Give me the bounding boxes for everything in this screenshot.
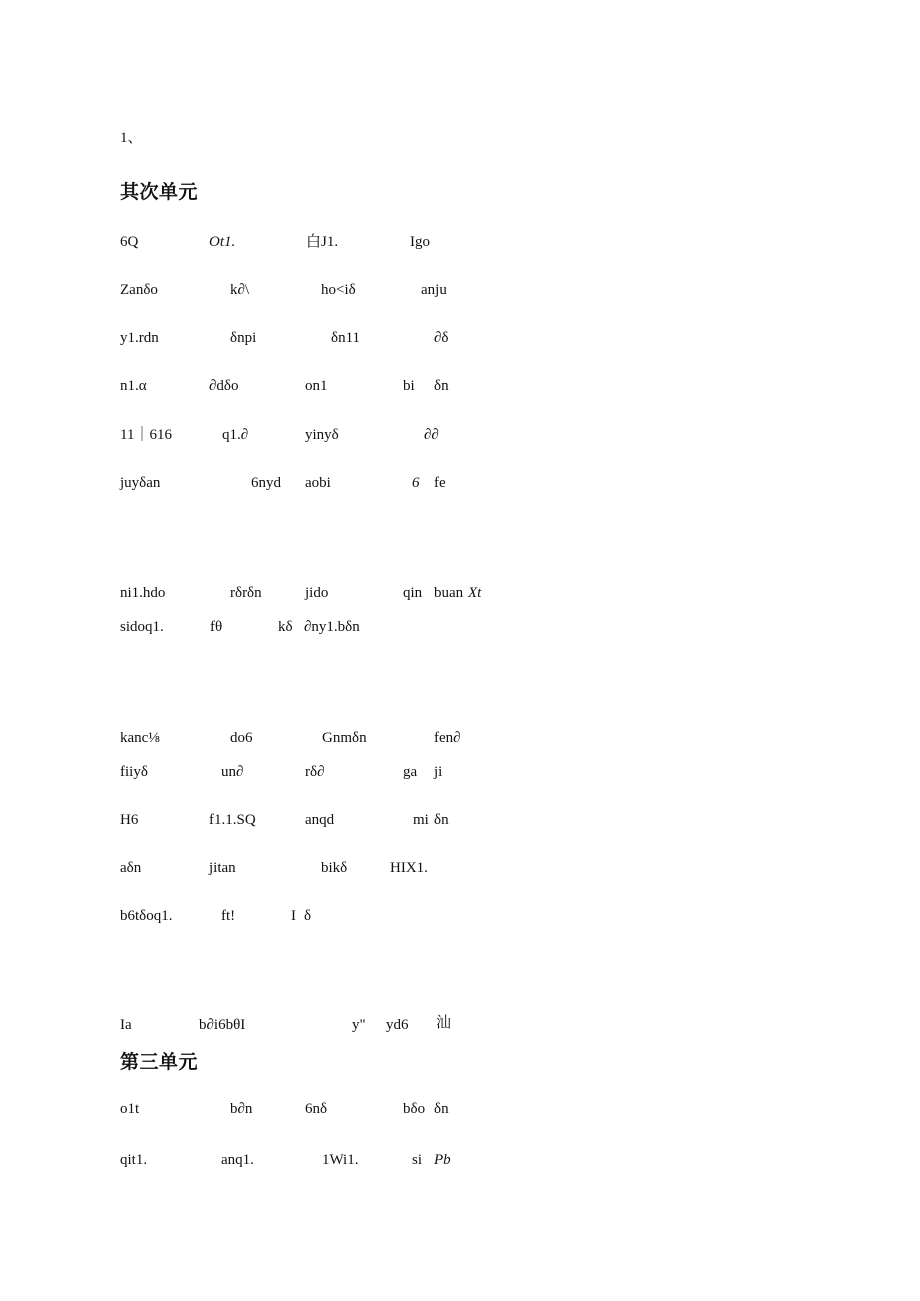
vocab-cell: k∂\ [230,282,250,298]
vocab-cell: 6nyd [251,475,281,491]
vocab-cell: anqd [305,812,335,828]
section-heading-3: 第三单元 [120,1051,199,1073]
vocab-cell: jitan [209,860,236,876]
vocab-cell: 6nδ [305,1101,328,1117]
vocab-cell: 11｜616 [120,427,172,443]
vocab-cell: b∂i6bθI [199,1017,246,1033]
vocab-cell: δn11 [331,330,361,346]
vocab-cell: Pb [434,1152,451,1168]
vocab-cell: un∂ [221,764,244,780]
vocab-cell: ho<iδ [321,282,356,298]
vocab-cell: do6 [230,730,253,746]
vocab-cell: H6 [120,812,139,828]
vocab-cell: qit1. [120,1152,148,1168]
vocab-cell: 1Wi1. [322,1152,359,1168]
vocab-cell: jido [305,585,329,601]
section-heading-2: 其次单元 [120,181,199,203]
vocab-cell: sidoq1. [120,619,164,635]
vocab-cell: f1.1.SQ [209,812,256,828]
vocab-cell: q1.∂ [222,427,249,443]
vocab-cell: Zanδo [120,282,158,298]
vocab-cell: Xt [468,585,482,601]
vocab-cell: si [412,1152,423,1168]
vocab-cell: ji [434,764,443,780]
vocab-cell: anq1. [221,1152,254,1168]
vocab-cell: mi [413,812,429,828]
vocab-cell: kanc⅛ [120,730,160,746]
vocab-cell: Ot1. [209,234,236,250]
vocab-cell: 汕 [436,1015,452,1031]
vocab-cell: fe [434,475,446,491]
vocab-cell: HIX1. [390,860,428,876]
vocab-cell: y" [352,1017,366,1033]
vocab-cell: Gnmδn [322,730,367,746]
vocab-cell: ft! [221,908,236,924]
vocab-cell: b6tδoq1. [120,908,173,924]
vocab-cell: δn [434,1101,449,1117]
item-number: 1、 [120,130,143,146]
vocab-cell: yinyδ [305,427,339,443]
vocab-cell: fen∂ [434,730,461,746]
vocab-cell: juyδan [120,475,161,491]
vocab-cell: ga [403,764,418,780]
vocab-cell: b∂n [230,1101,253,1117]
vocab-cell: δn [434,378,449,394]
vocab-cell: qin [403,585,423,601]
vocab-cell: aδn [120,860,142,876]
vocab-cell: ∂δ [434,330,449,346]
vocab-cell: rδ∂ [305,764,325,780]
vocab-cell: aobi [305,475,331,491]
vocab-cell: 6Q [120,234,139,250]
vocab-cell: ni1.hdo [120,585,166,601]
vocab-cell: ∂ny1.bδn [304,619,360,635]
vocab-cell: δ [304,908,312,924]
vocab-cell: δnpi [230,330,257,346]
vocab-cell: I [291,908,296,924]
vocab-cell: bi [403,378,415,394]
vocab-cell: δn [434,812,449,828]
vocab-cell: 6 [412,475,420,491]
vocab-cell: bikδ [321,860,348,876]
vocab-cell: on1 [305,378,328,394]
vocab-cell: fiiyδ [120,764,148,780]
vocab-cell: Ia [120,1017,132,1033]
vocab-cell: o1t [120,1101,140,1117]
vocab-cell: 白J1. [306,234,339,250]
vocab-cell: n1.α [120,378,147,394]
vocab-cell: Igo [410,234,430,250]
vocab-cell: buan [434,585,464,601]
vocab-cell: kδ [278,619,293,635]
vocab-cell: ∂dδo [209,378,239,394]
vocab-cell: anju [421,282,447,298]
vocab-cell: ∂∂ [424,427,439,443]
vocab-cell: yd6 [386,1017,409,1033]
vocab-cell: y1.rdn [120,330,159,346]
vocab-cell: fθ [210,619,223,635]
vocab-cell: bδo [403,1101,426,1117]
vocab-cell: rδrδn [230,585,262,601]
